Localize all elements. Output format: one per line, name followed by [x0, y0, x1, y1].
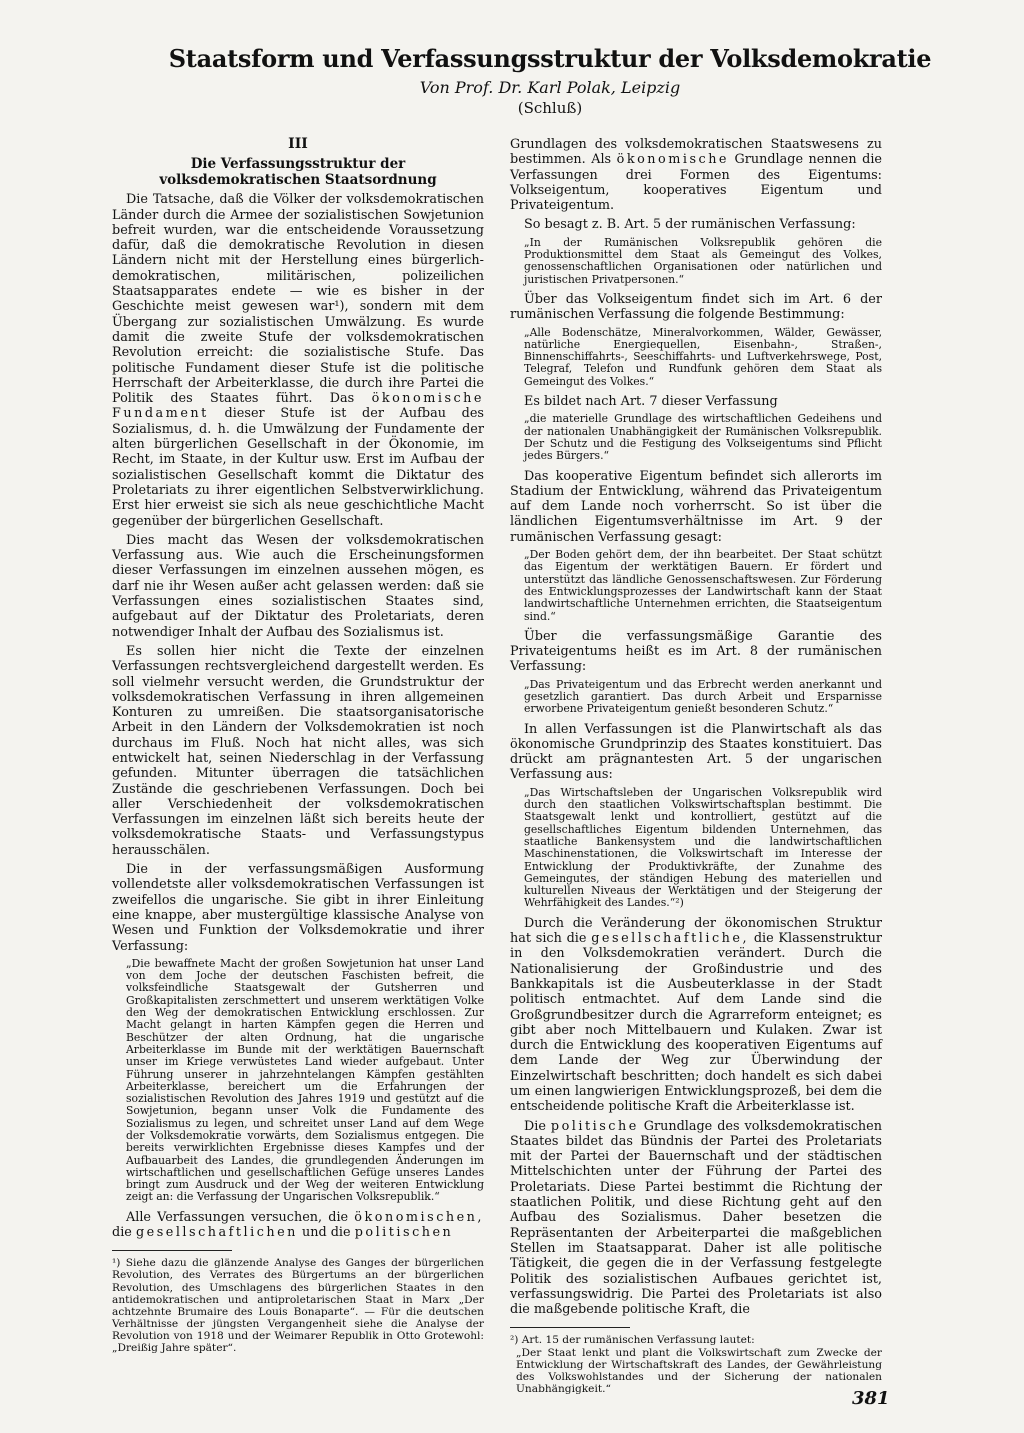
paragraph: Über die verfassungsmäßige Garantie des Privateigentums heißt es im Art. 8 der rumänischen Verfassung: — [510, 628, 882, 675]
paragraph-text: Alle Verfassungen versuchen, die — [126, 1209, 349, 1225]
paragraph-text: Durch die Veränderung der ökonomischen Struktur hat sich die — [510, 915, 882, 947]
paragraph — [112, 192, 484, 529]
footnote-divider — [510, 1327, 630, 1328]
paragraph: In allen Verfassungen ist die Planwirtschaft als das ökonomische Grundprinzip des Staates konstituiert. Das drückt am prägnantesten Art. 5 der ungarischen Verfassung aus: — [510, 721, 882, 783]
paragraph-text: dieser Stufe ist der Aufbau des Sozialismus, d. h. die Umwälzung der Fundamente der alten bürgerlichen Gesellschaft in der Ökonomie, im Recht, im Staate, in der Kultur usw. Erst im Aufbau der sozialistischen Gesellschaft kommt die Diktatur des Proletariats zu ihrer eigentlichen Selbstverwirklichung. Erst hier erweist sie sich als neue geschichtliche Macht gegenüber der bürgerlichen Gesellschaft. — [112, 406, 484, 529]
paragraph — [510, 916, 882, 1115]
paragraph-text: Grundlagen des volksdemokratischen Staatswesens zu bestimmen. Als — [510, 137, 882, 168]
paragraph-text: die Klassenstruktur in den Volksdemokratien verändert. Durch die Nationalisierung der Großindustrie und des Bankkapitals ist die Ausbeuterklasse in der Stadt politisch entmachtet. Auf dem Lande sind die Großgrundbesitzer durch die Agrarreform enteignet; es gibt aber noch Mittelbauern und Kulaken. Zwar ist durch die Entwicklung des kooperativen Eigentums auf dem Lande der Weg zur Überwindung der Einzelwirtschaft beschritten; doch handelt es sich dabei um einen langwierigen Entwicklungsprozeß, bei dem die entscheidende politische Kraft die Arbeiterklasse ist. — [510, 931, 882, 1115]
article-title: Staatsform und Verfassungsstruktur der Volksdemokratie — [168, 44, 932, 73]
paragraph: Die in der verfassungsmäßigen Ausformung vollendetste aller volksdemokratischen Verfassungen ist zweifellos die ungarische. Sie gibt in ihrer Einleitung eine knappe, aber mustergültige klassische Analyse von Wesen und Funktion der Volksdemokratie und ihrer Verfassung: — [112, 862, 484, 954]
paragraph — [510, 1119, 882, 1318]
author-byline: Von Prof. Dr. Karl Polak, Leipzig — [419, 78, 681, 97]
emphasized-term: politische — [550, 1118, 639, 1134]
page-number: 381 — [852, 1388, 890, 1409]
section-title: Die Verfassungsstruktur der volksdemokratischen Staatsordnung — [159, 156, 437, 189]
block-quote: „die materielle Grundlage des wirtschaftlichen Gedeihens und der nationalen Unabhängigkeit der Rumänischen Volksrepublik. Der Schutz und die Festigung des Volkseigentums sind Pflicht jedes Bürgers.“ — [524, 412, 882, 463]
section-number: III — [288, 136, 308, 152]
paragraph: Es bildet nach Art. 7 dieser Verfassung — [524, 394, 778, 410]
footnote — [510, 1334, 882, 1394]
emphasized-term: ökonomische Fundament — [112, 391, 484, 422]
footnote-intro: ²) Art. 15 der rumänischen Verfassung lautet: — [510, 1334, 755, 1347]
emphasized-term: politischen — [354, 1225, 454, 1241]
block-quote: „In der Rumänischen Volksrepublik gehören die Produktionsmittel dem Staat als Gemeingut des Volkes, genossenschaftlichen Organisationen oder natürlichen und juristischen Privatpersonen.“ — [524, 235, 882, 286]
emphasized-term: ökonomische — [616, 152, 730, 168]
right-column — [510, 137, 882, 1395]
block-quote: „Alle Bodenschätze, Mineralvorkommen, Wälder, Gewässer, natürliche Energiequellen, Eisenbahn-, Straßen-, Binnenschiffahrts-, Seeschiffahrts- und Luftverkehrswege, Post, Telegraf, Telefon und Rundfunk gehören dem Staat als Gemeingut des Volkes.“ — [524, 325, 882, 388]
paragraph-text: Grundlage nennen die Verfassungen drei Formen des Eigentums: Volkseigentum, kooperatives Eigentum und Privateigentum. — [510, 152, 882, 214]
paragraph-text: Die Tatsache, daß die Völker der volksdemokratischen Länder durch die Armee der sozialistischen Sowjetunion befreit wurden, war die entscheidende Voraussetzung dafür, daß die demokratische Revolution in diesen Ländern nicht mit der Herstellung eines bürgerlich-demokratischen, militärischen, polizeilichen Staatsapparates endete — wie es bisher in der Geschichte meist gewesen war¹), sondern mit dem Übergang zur sozialistischen Umwälzung. Es wurde damit die zweite Stufe der volksdemokratischen Revolution erreicht: die sozialistische Stufe. Das politische Fundament dieser Stufe ist die politische Herrschaft der Arbeiterklasse, die durch ihre Partei die Politik des Staates führt. Das — [112, 192, 484, 407]
paragraph: Über das Volkseigentum findet sich im Art. 6 der rumänischen Verfassung die folgende Bestimmung: — [510, 291, 882, 323]
footnote-divider — [112, 1250, 232, 1251]
continuation-note: (Schluß) — [517, 99, 583, 117]
emphasized-term: ökonomischen, — [354, 1209, 484, 1225]
paragraph-text: Die — [524, 1118, 546, 1134]
article-header — [110, 44, 990, 117]
block-quote: „Der Boden gehört dem, der ihn bearbeitet. Der Staat schützt das Eigentum der werktätigen Bauern. Er fördert und unterstützt das ländliche Genossenschaftswesen. Zur Förderung des Entwicklungsprozesses der Landwirtschaft kann der Staat landwirtschaftliche Unternehmen errichten, die Staatseigentum sind.“ — [524, 548, 882, 623]
paragraph-text: Grundlage des volksdemokratischen Staates bildet das Bündnis der Partei des Proletariats mit der Partei der Bauernschaft und der städtischen Mittelschichten unter der Führung der Partei des Proletariats. Diese Partei bestimmt die Richtung der staatlichen Politik, und diese Richtung geht auf den Aufbau des Sozialismus. Daher besetzen die Repräsentanten der Arbeiterpartei die maßgeblichen Stellen im Staatsapparat. Daher ist alle politische Tätigkeit, die gegen die in der Verfassung festgelegte Politik des sozialistischen Aufbaues gerichtet ist, verfassungswidrig. Die Partei des Proletariats ist also die maßgebende politische Kraft, die — [510, 1118, 882, 1318]
footnote-quote: „Der Staat lenkt und plant die Volkswirtschaft zum Zwecke der Entwicklung der Wirtschaftskraft des Landes, der Gewährleistung des Volkswohlstandes und der Sicherung der nationalen Unabhängigkeit.“ — [516, 1346, 882, 1395]
paragraph: So besagt z. B. Art. 5 der rumänischen Verfassung: — [524, 217, 856, 233]
paragraph-text: die — [112, 1225, 132, 1241]
paragraph: Es sollen hier nicht die Texte der einzelnen Verfassungen rechtsvergleichend dargestellt werden. Es soll vielmehr versucht werden, die Grundstruktur der volksdemokratischen Verfassung in ihren allgemeinen Konturen zu umreißen. Die staatsorganisatorische Arbeit in den Ländern der Volksdemokratien ist noch durchaus im Fluß. Noch hat nicht alles, was sich entwickelt hat, seinen Niederschlag in der Verfassung gefunden. Mitunter überragen die tatsächlichen Zustände die geschriebenen Verfassungen. Doch bei aller Verschiedenheit der volksdemokratischen Verfassungen im einzelnen läßt sich bereits heute der volksdemokratische Staats- und Verfassungstypus herausschälen. — [112, 643, 484, 858]
paragraph — [510, 137, 882, 213]
left-column — [112, 137, 484, 1354]
paragraph-text: und die — [302, 1225, 351, 1241]
paragraph — [112, 1210, 484, 1241]
block-quote: „Das Privateigentum und das Erbrecht werden anerkannt und gesetzlich garantiert. Das durch Arbeit und Ersparnisse erworbene Privateigentum genießt besonderen Schutz.“ — [524, 677, 882, 716]
paragraph: Das kooperative Eigentum befindet sich allerorts im Stadium der Entwicklung, während das Privateigentum auf dem Lande noch vorherrscht. So ist über die ländlichen Eigentumsverhältnisse im Art. 9 der rumänischen Verfassung gesagt: — [510, 468, 882, 545]
footnote: ¹) Siehe dazu die glänzende Analyse des Ganges der bürgerlichen Revolution, des Verrates des Bürgertums an der bürgerlichen Revolution, des Umschlagens des bürgerlichen Staates in den antidemokratischen und antiproletarischen Staat in Marx „Der achtzehnte Brumaire des Louis Bonaparte“. — Für die deutschen Verhältnisse der jüngsten Vergangenheit siehe die Analyse der Revolution von 1918 und der Weimarer Republik in Otto Grotewohl: „Dreißig Jahre später“. — [112, 1257, 484, 1355]
emphasized-term: gesellschaftliche, — [591, 931, 750, 947]
block-quote: „Die bewaffnete Macht der großen Sowjetunion hat unser Land von dem Joche der deutschen Faschisten befreit, die volksfeindliche Staatsgewalt der Gutsherren und Großkapitalisten zerschmettert und unserem werktätigen Volke den Weg der demokratischen Entwicklung erschlossen. Zur Macht gelangt in harten Kämpfen gegen die Herren und Beschützer der alten Ordnung, hat die ungarische Arbeiterklasse im Bunde mit der werktätigen Bauernschaft unser im Kriege verwüstetes Land wieder aufgebaut. Unter Führung unserer in jahrzehntelangen Kämpfen gestählten Arbeiterklasse, bereichert um die Erfahrungen der sozialistischen Revolution des Jahres 1919 und gestützt auf die Sowjetunion, begann unser Volk die Fundamente des Sozialismus zu legen, und schreitet unser Land auf dem Wege der Volksdemokratie vorwärts, dem Sozialismus entgegen. Die bereits verwirklichten Ergebnisse dieses Kampfes und der Aufbauarbeit des Landes, die grundlegenden Änderungen im wirtschaftlichen und gesellschaftlichen Gefüge unseres Landes bringt zum Ausdruck und der Weg der weiteren Entwicklung zeigt an: die Verfassung der Ungarischen Volksrepublik.“ — [126, 956, 484, 1204]
emphasized-term: gesellschaftlichen — [135, 1225, 298, 1241]
paragraph: Dies macht das Wesen der volksdemokratischen Verfassung aus. Wie auch die Erscheinungsformen dieser Verfassungen im einzelnen aussehen mögen, es darf nie ihr Wesen außer acht gelassen werden: daß sie Verfassungen eines sozialistischen Staates sind, aufgebaut auf der Diktatur des Proletariats, deren notwendiger Inhalt der Aufbau des Sozialismus ist. — [112, 532, 484, 640]
block-quote: „Das Wirtschaftsleben der Ungarischen Volksrepublik wird durch den staatlichen Volkswirtschaftsplan bestimmt. Die Staatsgewalt lenkt und kontrolliert, gestützt auf die gesellschaftliches Eigentum bildenden Unternehmen, das staatliche Bankensystem und die landwirtschaftlichen Maschinenstationen, die Volkswirtschaft im Interesse der Entwicklung der Produktivkräfte, der Zunahme des Gemeingutes, der ständigen Hebung des materiellen und kulturellen Niveaus der Werktätigen und der Steigerung der Wehrfähigkeit des Landes.“²) — [524, 785, 882, 910]
